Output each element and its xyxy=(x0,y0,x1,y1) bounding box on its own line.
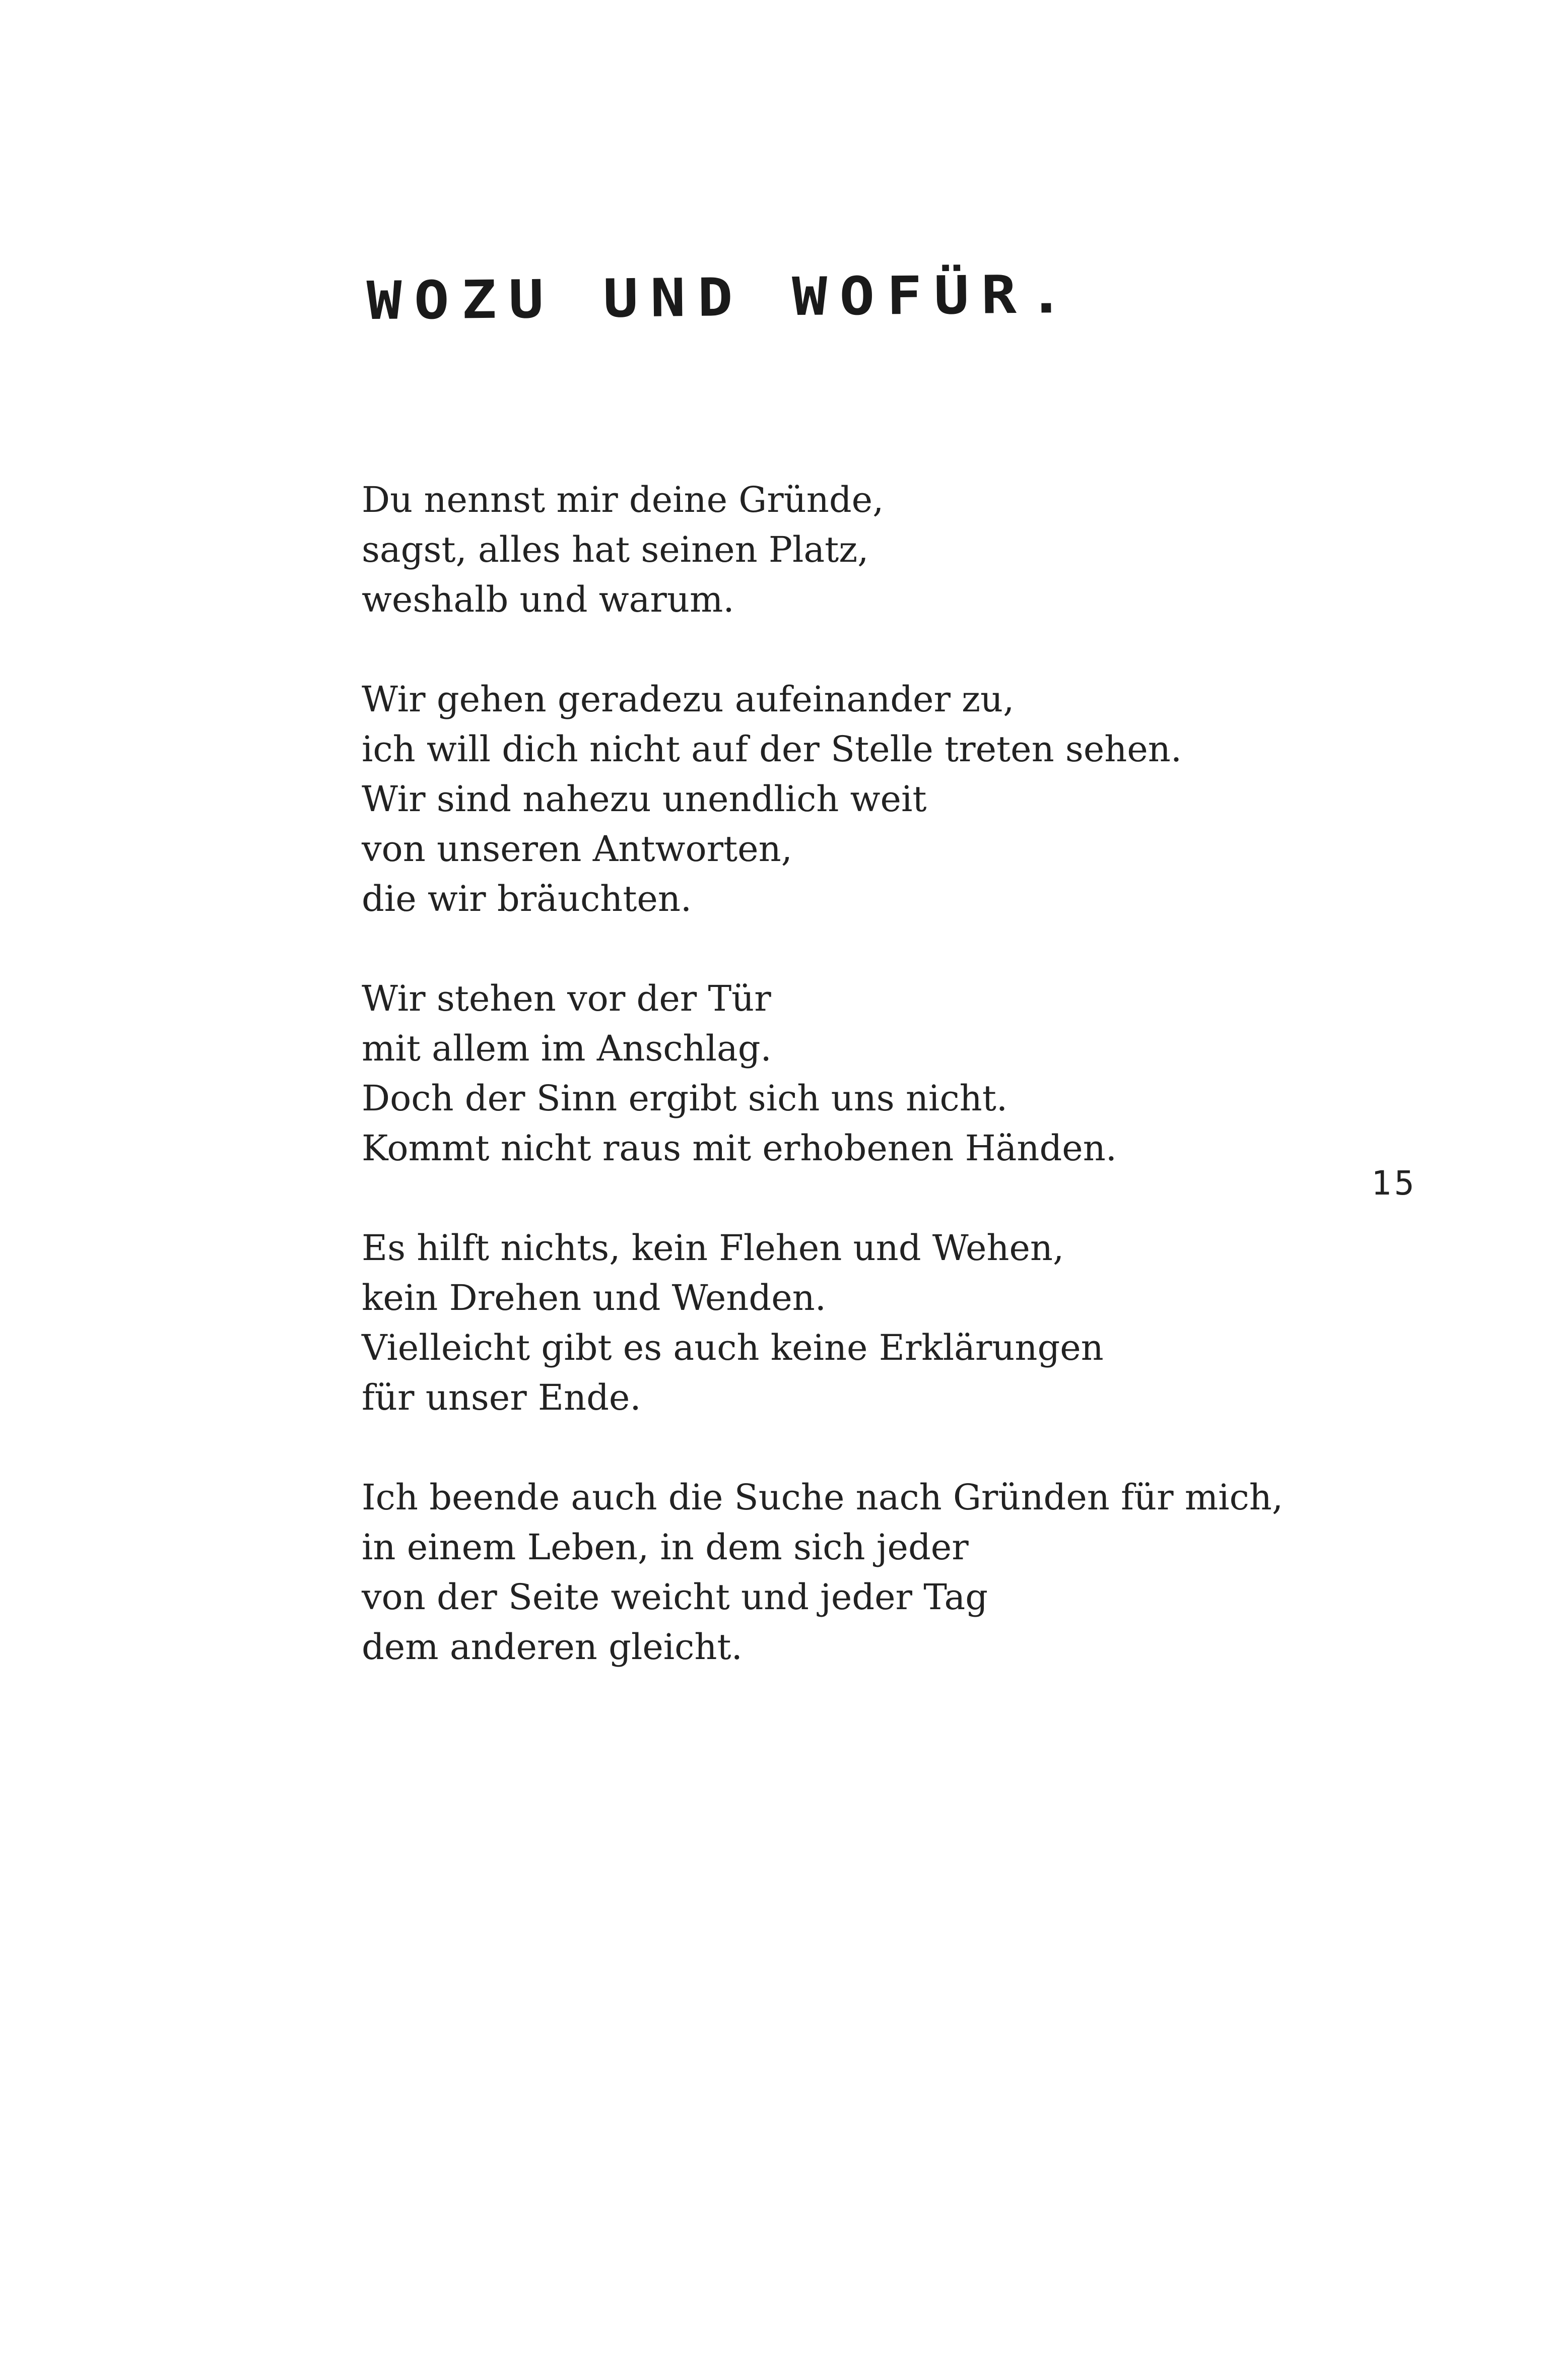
poem-line: Ich beende auch die Suche nach Gründen für mich, xyxy=(362,1477,1284,1518)
poem-line: mit allem im Anschlag. xyxy=(362,1028,772,1069)
poem-line: weshalb und warum. xyxy=(362,579,734,620)
stanza xyxy=(362,675,1369,924)
poem-line: ich will dich nicht auf der Stelle treten sehen. xyxy=(362,729,1182,770)
poem-line: Wir sind nahezu unendlich weit xyxy=(362,778,927,820)
stanza xyxy=(362,974,1369,1173)
poem-line: für unser Ende. xyxy=(362,1377,641,1418)
poem-line: Wir stehen vor der Tür xyxy=(362,978,771,1019)
stanza xyxy=(362,475,1369,625)
stanza xyxy=(362,1223,1369,1423)
poem-line: Du nennst mir deine Gründe, xyxy=(362,479,884,520)
stanza xyxy=(362,1473,1369,1672)
poem-line: die wir bräuchten. xyxy=(362,878,692,919)
page-number: 15 xyxy=(1371,1164,1418,1203)
poem-line: Wir gehen geradezu aufeinander zu, xyxy=(362,679,1015,720)
poem-line: Doch der Sinn ergibt sich uns nicht. xyxy=(362,1078,1008,1119)
poem-line: Kommt nicht raus mit erhobenen Händen. xyxy=(362,1128,1117,1169)
poem-title: WOZU UND WOFÜR. xyxy=(366,263,1077,332)
poem-line: dem anderen gleicht. xyxy=(362,1626,743,1668)
poem-body xyxy=(362,475,1369,1672)
poem-line: kein Drehen und Wenden. xyxy=(362,1277,826,1318)
poem-line: von der Seite weicht und jeder Tag xyxy=(362,1576,988,1618)
poem-line: sagst, alles hat seinen Platz, xyxy=(362,529,869,570)
poem-line: in einem Leben, in dem sich jeder xyxy=(362,1527,969,1568)
poem-line: von unseren Antworten, xyxy=(362,828,792,870)
poem-line: Vielleicht gibt es auch keine Erklärungen xyxy=(362,1327,1104,1368)
poem-line: Es hilft nichts, kein Flehen und Wehen, xyxy=(362,1227,1064,1269)
